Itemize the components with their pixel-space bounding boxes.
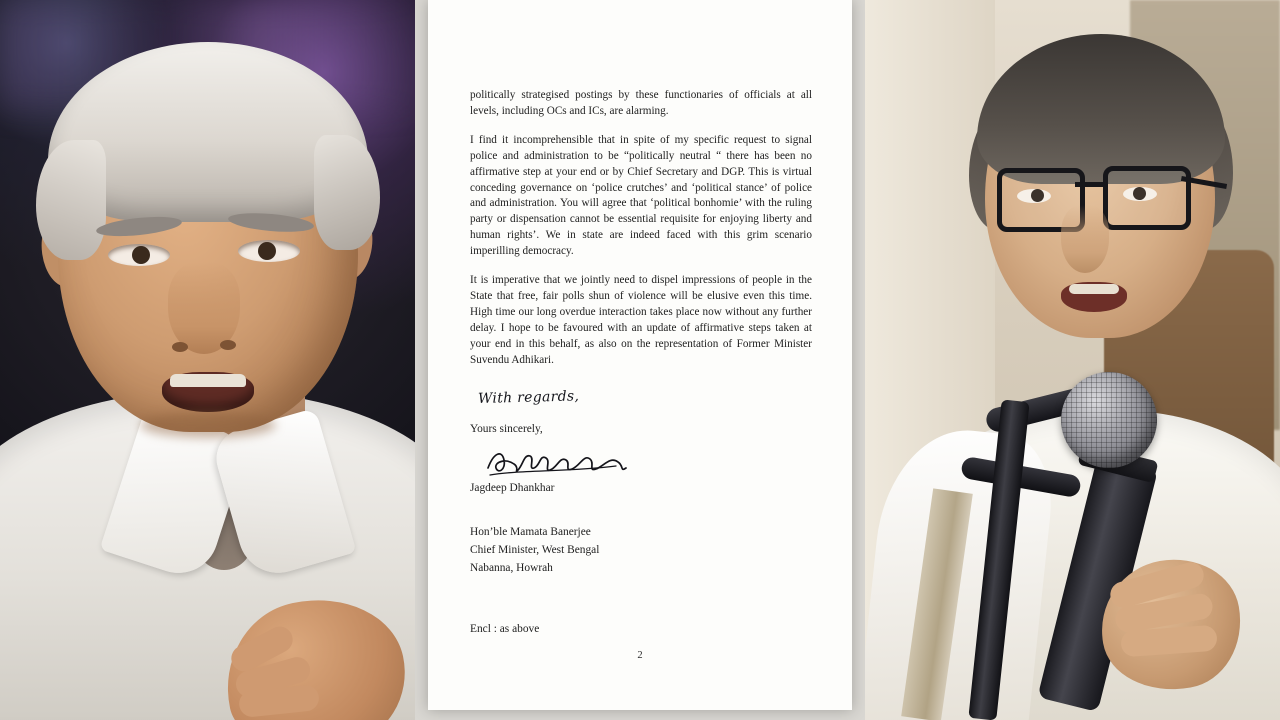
left-subject-hair-left bbox=[36, 140, 106, 260]
letter-handwritten-regards: With regards, bbox=[477, 387, 580, 407]
letter-page-number: 2 bbox=[637, 650, 643, 661]
letter-addressee-block bbox=[470, 524, 812, 577]
left-subject-nostril-right bbox=[220, 340, 236, 350]
letter-enclosure: Encl : as above bbox=[470, 622, 540, 635]
left-photo-panel bbox=[0, 0, 415, 720]
addressee-name: Hon’ble Mamata Banerjee bbox=[470, 525, 591, 538]
left-subject-pupil-right bbox=[258, 242, 276, 260]
microphone-grille bbox=[1061, 372, 1157, 468]
left-subject-teeth bbox=[170, 374, 246, 387]
letter-body bbox=[470, 88, 812, 646]
right-photo-panel bbox=[865, 0, 1280, 720]
left-subject-nostril-left bbox=[172, 342, 188, 352]
letter-closing: Yours sincerely, bbox=[470, 422, 543, 435]
right-subject-teeth bbox=[1069, 284, 1119, 294]
right-subject-nose bbox=[1061, 205, 1109, 273]
letter-paragraph-1: politically strategised postings by these functionaries of officials at all levels, including OCs and ICs, are alarming. bbox=[470, 89, 812, 117]
addressee-designation: Chief Minister, West Bengal bbox=[470, 543, 600, 556]
addressee-address: Nabanna, Howrah bbox=[470, 561, 553, 574]
letter-panel bbox=[415, 0, 865, 720]
letter-paragraph-2: I find it incomprehensible that in spite of my specific request to signal police and administration to be “politically neutral “ there has been no affirmative step at your end or by Chief Secretary and DGP. This is virtual conceding governance on ‘police crutches’ and ‘political stance’ of police and administration. You will agree that ‘political bonhomie’ with the ruling party or dispensation cannot be essential requisite for enjoying liberty and human rights’. We in state are indeed faced with this grim scenario imperilling democracy. bbox=[470, 133, 812, 258]
letter-signature-mark bbox=[484, 446, 634, 480]
letter-signature-name: Jagdeep Dhankhar bbox=[470, 481, 555, 494]
right-subject-glasses-bridge bbox=[1075, 182, 1105, 187]
letter-paragraph-3: It is imperative that we jointly need to dispel impressions of people in the State that free, fair polls shun of violence will be elusive even this time. High time our long overdue interaction takes place now without any further delay. I hope to be favoured with an update of affirmative steps taken at your end in this behalf, as also on the representation of Former Minister Suvendu Adhikari. bbox=[470, 274, 812, 366]
left-subject-chin-shadow bbox=[140, 412, 276, 438]
right-subject-glasses-right-lens bbox=[1103, 166, 1191, 230]
left-subject-pupil-left bbox=[132, 246, 150, 264]
letter-page bbox=[428, 0, 852, 710]
